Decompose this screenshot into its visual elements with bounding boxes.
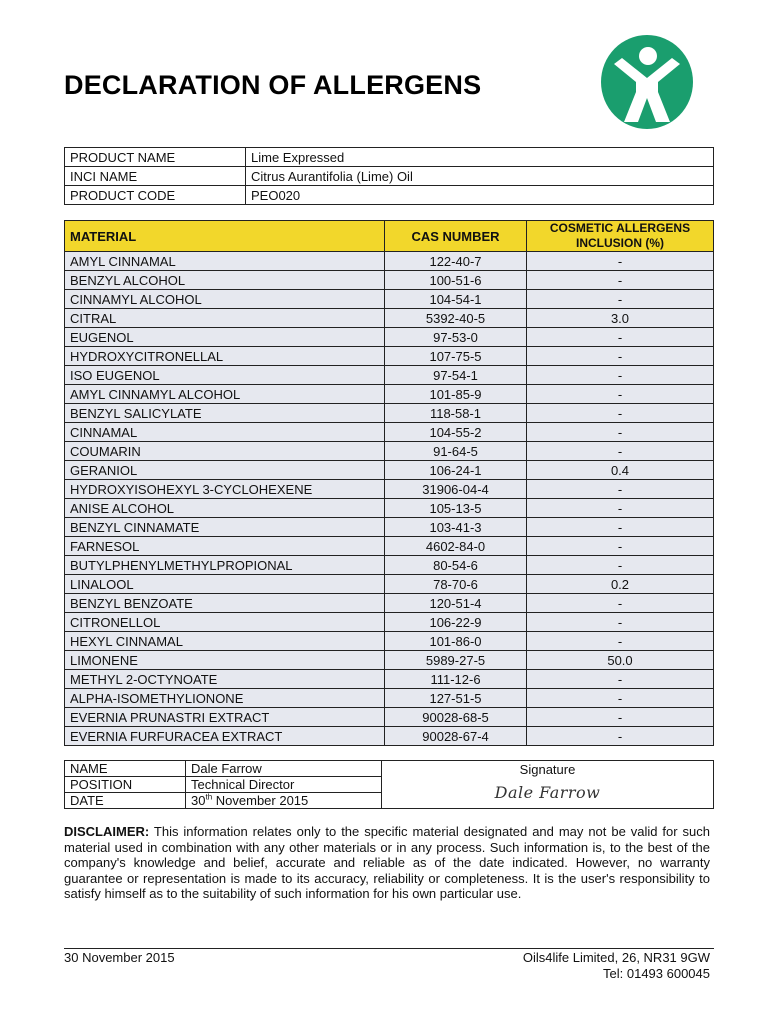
table-row	[65, 423, 714, 442]
material-cell: EVERNIA PRUNASTRI EXTRACT	[65, 708, 385, 727]
table-row	[65, 309, 714, 328]
material-cell: BENZYL CINNAMATE	[65, 518, 385, 537]
cas-cell: 127-51-5	[385, 689, 527, 708]
table-row	[65, 632, 714, 651]
product-info-row	[65, 186, 714, 205]
allergens-table	[64, 220, 714, 746]
inclusion-cell: -	[527, 708, 714, 727]
cas-cell: 100-51-6	[385, 271, 527, 290]
material-cell: COUMARIN	[65, 442, 385, 461]
material-cell: BENZYL ALCOHOL	[65, 271, 385, 290]
cas-cell: 104-55-2	[385, 423, 527, 442]
footer-tel: Tel: 01493 600045	[603, 966, 710, 981]
signature-label: Signature	[519, 762, 576, 777]
material-cell: FARNESOL	[65, 537, 385, 556]
inclusion-cell: -	[527, 290, 714, 309]
inclusion-cell: -	[527, 423, 714, 442]
inclusion-cell: -	[527, 613, 714, 632]
inclusion-cell: -	[527, 252, 714, 271]
material-cell: ANISE ALCOHOL	[65, 499, 385, 518]
cas-cell: 103-41-3	[385, 518, 527, 537]
table-row	[65, 670, 714, 689]
inclusion-cell: -	[527, 442, 714, 461]
cas-cell: 90028-68-5	[385, 708, 527, 727]
footer-date: 30 November 2015	[64, 950, 175, 965]
cas-cell: 101-85-9	[385, 385, 527, 404]
inclusion-cell: 0.2	[527, 575, 714, 594]
product-info-label: PRODUCT CODE	[65, 186, 246, 205]
name-label: NAME	[65, 761, 186, 777]
cas-cell: 118-58-1	[385, 404, 527, 423]
disclaimer	[64, 824, 710, 902]
product-info-value: Citrus Aurantifolia (Lime) Oil	[246, 167, 714, 186]
cas-cell: 107-75-5	[385, 347, 527, 366]
material-cell: ISO EUGENOL	[65, 366, 385, 385]
material-cell: EUGENOL	[65, 328, 385, 347]
inclusion-cell: -	[527, 347, 714, 366]
company-logo-icon	[600, 34, 694, 130]
position-label: POSITION	[65, 777, 186, 793]
cas-cell: 104-54-1	[385, 290, 527, 309]
disclaimer-label: DISCLAIMER:	[64, 824, 150, 839]
table-row	[65, 480, 714, 499]
product-info-value: Lime Expressed	[246, 148, 714, 167]
inclusion-cell: -	[527, 632, 714, 651]
material-cell: GERANIOL	[65, 461, 385, 480]
inclusion-cell: -	[527, 271, 714, 290]
footer-address: Oils4life Limited, 26, NR31 9GW	[522, 950, 710, 965]
inclusion-cell: -	[527, 385, 714, 404]
allergens-header-row	[65, 221, 714, 252]
cas-cell: 101-86-0	[385, 632, 527, 651]
inclusion-cell: -	[527, 518, 714, 537]
material-cell: AMYL CINNAMAL	[65, 252, 385, 271]
material-cell: BENZYL SALICYLATE	[65, 404, 385, 423]
table-row	[65, 461, 714, 480]
cas-column-header: CAS NUMBER	[385, 221, 527, 252]
product-info-value: PEO020	[246, 186, 714, 205]
footer-divider	[64, 948, 714, 949]
material-cell: EVERNIA FURFURACEA EXTRACT	[65, 727, 385, 746]
table-row	[65, 499, 714, 518]
cas-cell: 120-51-4	[385, 594, 527, 613]
disclaimer-text: This information relates only to the specific material designated and may not be valid for such material used in combination with any other materials or in any process. Such information is, to the best of the company's knowledge and belief, accurate and reliable as of the date indicated. However, no warranty guarantee or representation is made to its accuracy, reliability or completeness. It is the user's responsibility to satisfy himself as to the suitability of such information for his own particular use.	[64, 824, 710, 902]
material-cell: AMYL CINNAMYL ALCOHOL	[65, 385, 385, 404]
position-value: Technical Director	[186, 777, 382, 793]
cas-cell: 5989-27-5	[385, 651, 527, 670]
cas-cell: 97-54-1	[385, 366, 527, 385]
material-column-header: MATERIAL	[65, 221, 385, 252]
table-row	[65, 404, 714, 423]
product-info-table	[64, 147, 714, 205]
table-row	[65, 727, 714, 746]
inclusion-column-header: COSMETIC ALLERGENS INCLUSION (%)	[527, 221, 714, 252]
table-row	[65, 442, 714, 461]
cas-cell: 31906-04-4	[385, 480, 527, 499]
inclusion-cell: 3.0	[527, 309, 714, 328]
inclusion-cell: -	[527, 480, 714, 499]
table-row	[65, 290, 714, 309]
material-cell: HYDROXYISOHEXYL 3-CYCLOHEXENE	[65, 480, 385, 499]
table-row	[65, 651, 714, 670]
material-cell: METHYL 2-OCTYNOATE	[65, 670, 385, 689]
signature-cell	[382, 761, 714, 809]
material-cell: CITRONELLOL	[65, 613, 385, 632]
cas-cell: 80-54-6	[385, 556, 527, 575]
product-info-label: PRODUCT NAME	[65, 148, 246, 167]
cas-cell: 105-13-5	[385, 499, 527, 518]
material-cell: LINALOOL	[65, 575, 385, 594]
page-title: DECLARATION OF ALLERGENS	[64, 70, 482, 100]
table-row	[65, 518, 714, 537]
cas-cell: 78-70-6	[385, 575, 527, 594]
product-info-row	[65, 148, 714, 167]
name-value: Dale Farrow	[186, 761, 382, 777]
date-label: DATE	[65, 793, 186, 809]
inclusion-cell: -	[527, 499, 714, 518]
cas-cell: 4602-84-0	[385, 537, 527, 556]
inclusion-cell: -	[527, 366, 714, 385]
material-cell: LIMONENE	[65, 651, 385, 670]
cas-cell: 90028-67-4	[385, 727, 527, 746]
footer-company	[523, 950, 710, 982]
table-row	[65, 366, 714, 385]
table-row	[65, 708, 714, 727]
material-cell: CITRAL	[65, 309, 385, 328]
table-row	[65, 271, 714, 290]
inclusion-cell: -	[527, 328, 714, 347]
material-cell: BENZYL BENZOATE	[65, 594, 385, 613]
date-value: 30th November 2015	[186, 793, 382, 809]
cas-cell: 91-64-5	[385, 442, 527, 461]
cas-cell: 97-53-0	[385, 328, 527, 347]
inclusion-cell: -	[527, 727, 714, 746]
material-cell: ALPHA-ISOMETHYLIONONE	[65, 689, 385, 708]
product-info-label: INCI NAME	[65, 167, 246, 186]
signature: Dale Farrow	[494, 783, 601, 802]
cas-cell: 106-22-9	[385, 613, 527, 632]
inclusion-cell: -	[527, 594, 714, 613]
material-cell: HYDROXYCITRONELLAL	[65, 347, 385, 366]
inclusion-cell: -	[527, 537, 714, 556]
table-row	[65, 385, 714, 404]
material-cell: CINNAMYL ALCOHOL	[65, 290, 385, 309]
material-cell: CINNAMAL	[65, 423, 385, 442]
table-row	[65, 575, 714, 594]
signoff-table	[64, 760, 714, 809]
cas-cell: 106-24-1	[385, 461, 527, 480]
table-row	[65, 594, 714, 613]
material-cell: HEXYL CINNAMAL	[65, 632, 385, 651]
cas-cell: 5392-40-5	[385, 309, 527, 328]
table-row	[65, 689, 714, 708]
table-row	[65, 537, 714, 556]
inclusion-cell: 0.4	[527, 461, 714, 480]
inclusion-cell: -	[527, 556, 714, 575]
inclusion-cell: -	[527, 670, 714, 689]
product-info-row	[65, 167, 714, 186]
inclusion-cell: -	[527, 689, 714, 708]
material-cell: BUTYLPHENYLMETHYLPROPIONAL	[65, 556, 385, 575]
table-row	[65, 328, 714, 347]
inclusion-cell: -	[527, 404, 714, 423]
cas-cell: 122-40-7	[385, 252, 527, 271]
table-row	[65, 347, 714, 366]
table-row	[65, 252, 714, 271]
table-row	[65, 556, 714, 575]
table-row	[65, 613, 714, 632]
inclusion-cell: 50.0	[527, 651, 714, 670]
cas-cell: 111-12-6	[385, 670, 527, 689]
